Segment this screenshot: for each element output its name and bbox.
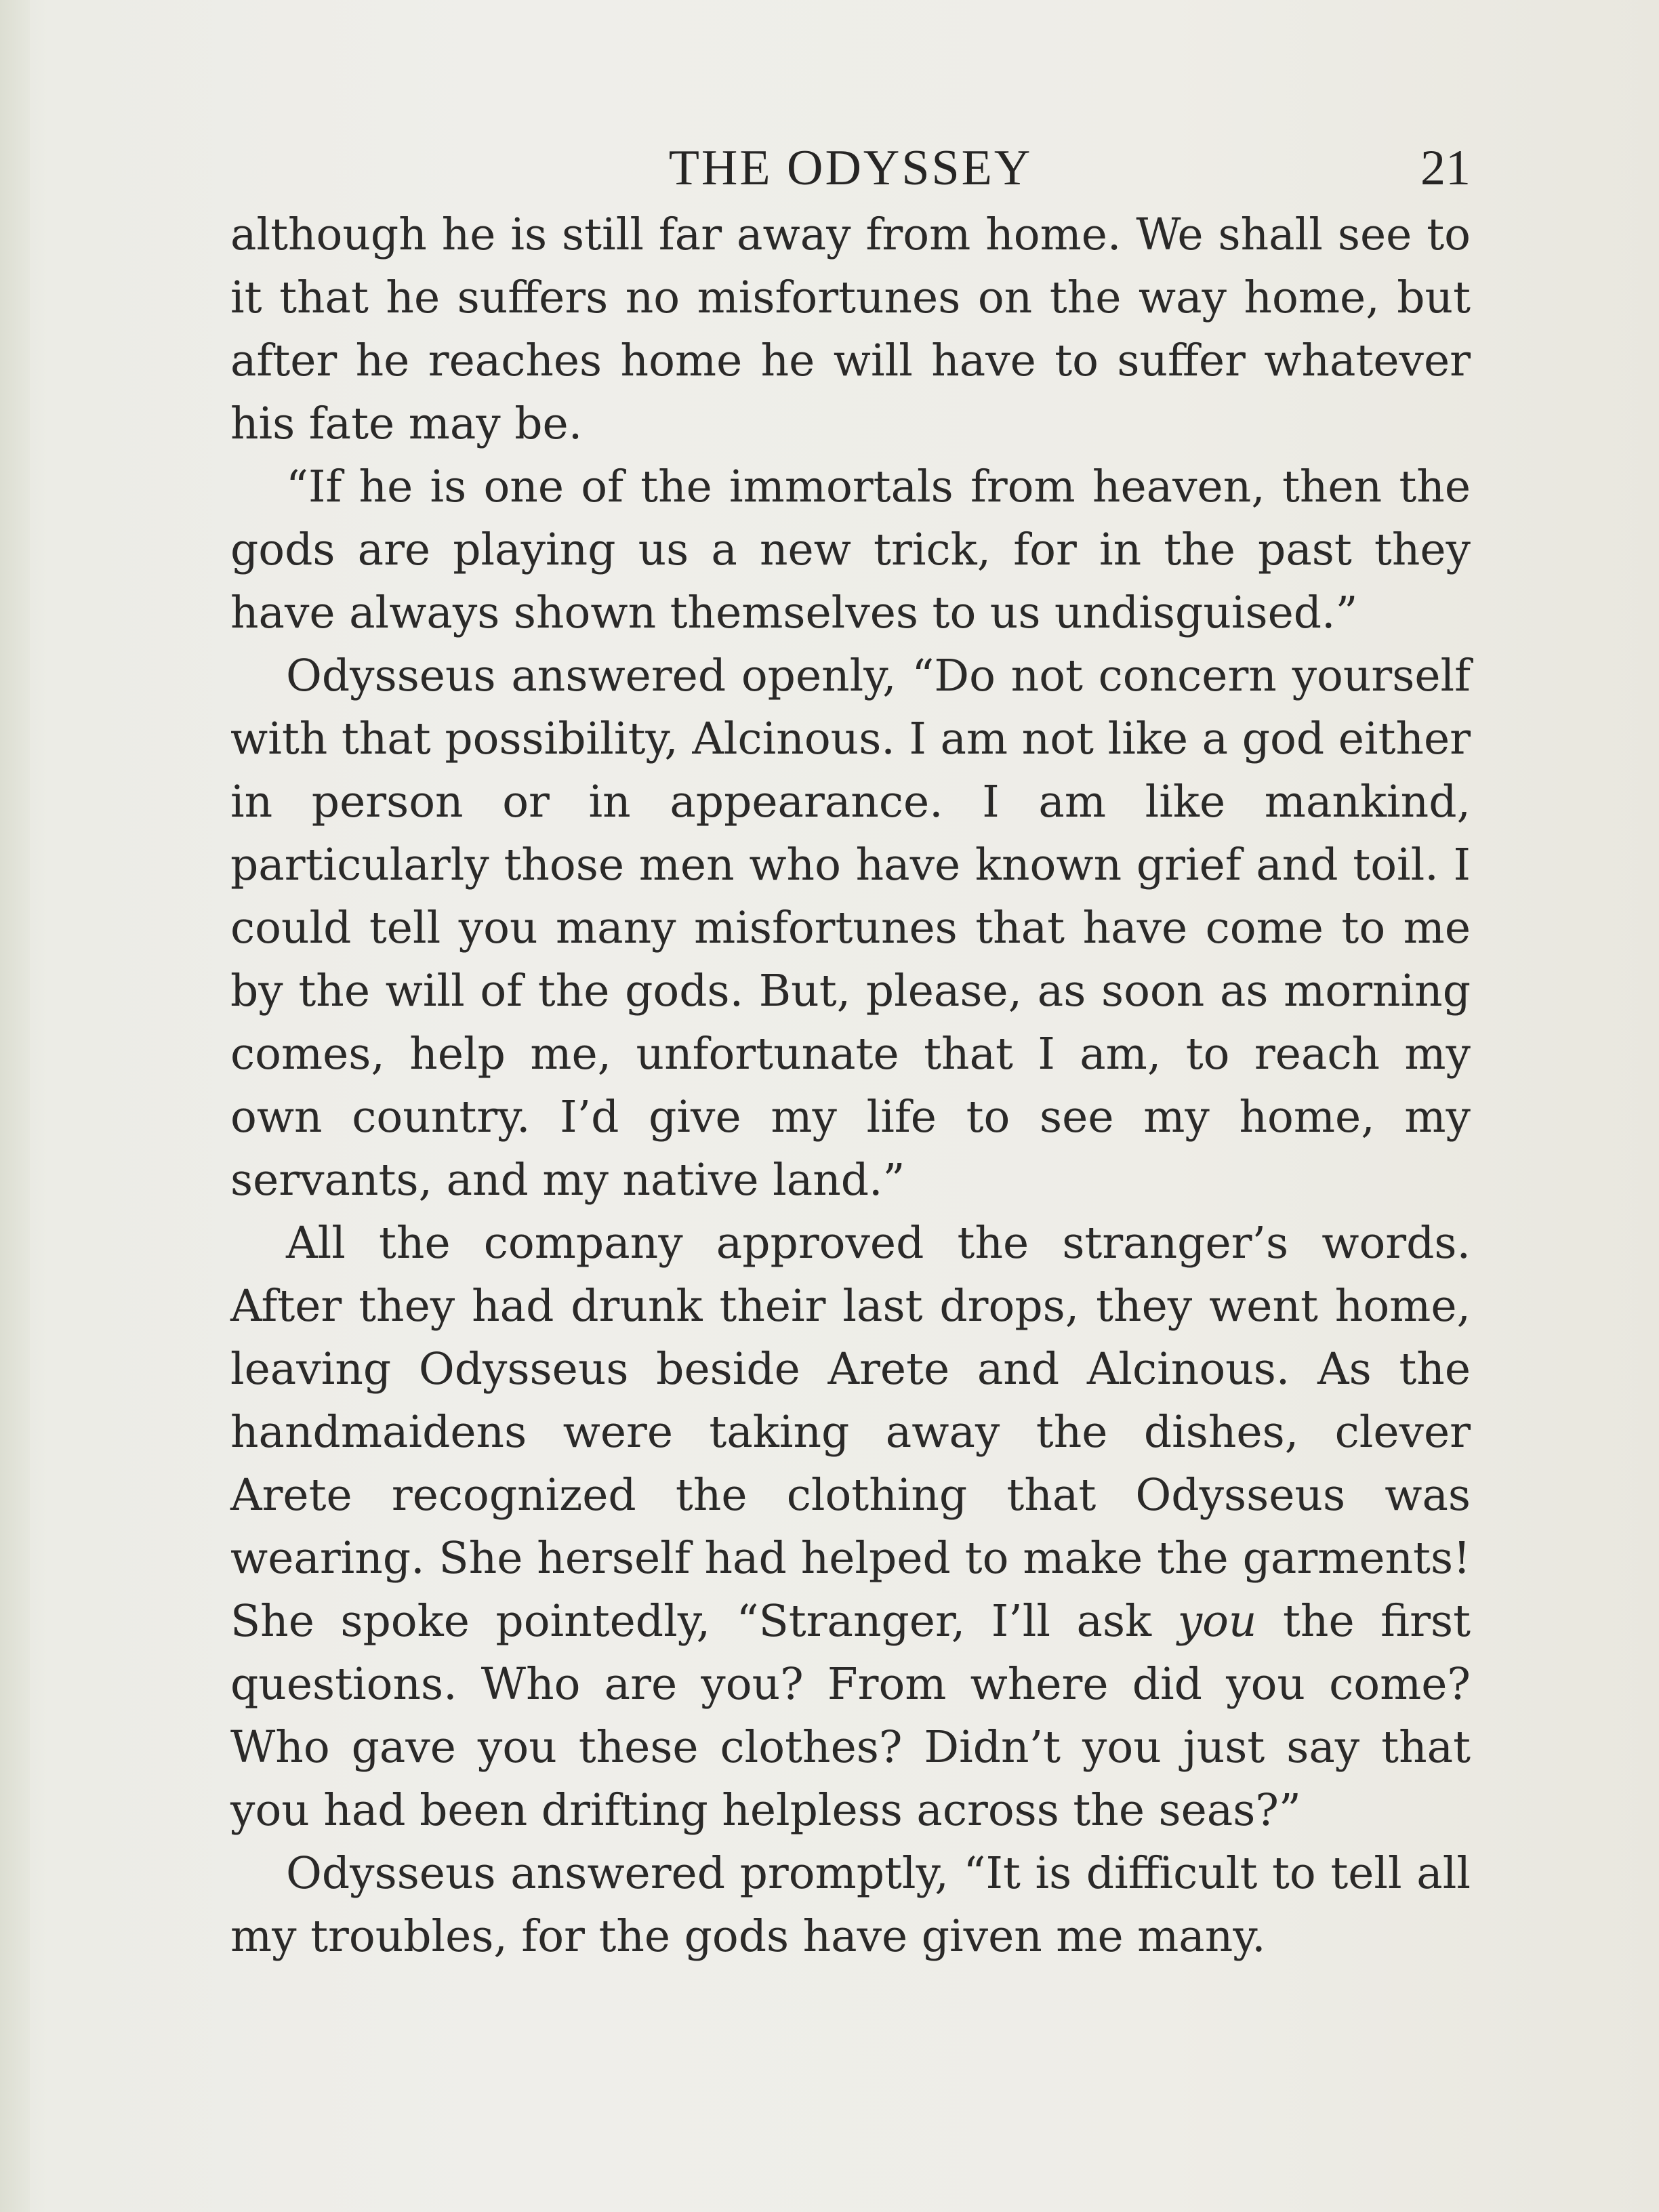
running-title: THE ODYSSEY [668,140,1033,196]
book-page [230,129,1471,2094]
paragraph-4 [230,1212,1471,1842]
body-text [230,203,1471,1968]
paragraph-3: Odysseus answered openly, “Do not concern yourself with that possibility, Alcinous. I am not like a god either in person or in appearance. I am like mankind, particularly those men who have known grief and toil. I could tell you many misfortunes that have come to me by the will of the gods. But, please, as soon as morning comes, help me, unfortunate that I am, to reach my own country. I’d give my life to see my home, my servants, and my native land.” [230,651,1471,1206]
paragraph-5: Odysseus answered promptly, “It is difficult to tell all my troubles, for the gods have given me many. [230,1848,1471,1962]
page-gutter-shadow [0,0,30,2212]
page-number: 21 [1420,140,1471,196]
paragraph-4-part-1: All the company approved the stranger’s words. After they had drunk their last drops, they went home, leaving Odysseus beside Arete and Alcinous. As the handmaidens were taking away the dishes, clever Arete recognized the clothing that Odysseus was wearing. She herself had helped to make the garments! She spoke pointedly, “Stranger, I’ll ask [230,1218,1471,1647]
paragraph-4-emphasis: you [1177,1596,1257,1647]
page-header [230,129,1471,203]
paragraph-2: “If he is one of the immortals from heaven, then the gods are playing us a new trick, for in the past they have always shown themselves to us undisguised.” [230,462,1471,638]
paragraph-4-part-2: the first questions. Who are you? From where did you come? Who gave you these clothes? Didn’t you just say that you had been drifting helpless across the seas?” [230,1596,1471,1836]
paragraph-1: although he is still far away from home. We shall see to it that he suffers no misfortunes on the way home, but after he reaches home he will have to suffer whatever his fate may be. [230,209,1471,449]
